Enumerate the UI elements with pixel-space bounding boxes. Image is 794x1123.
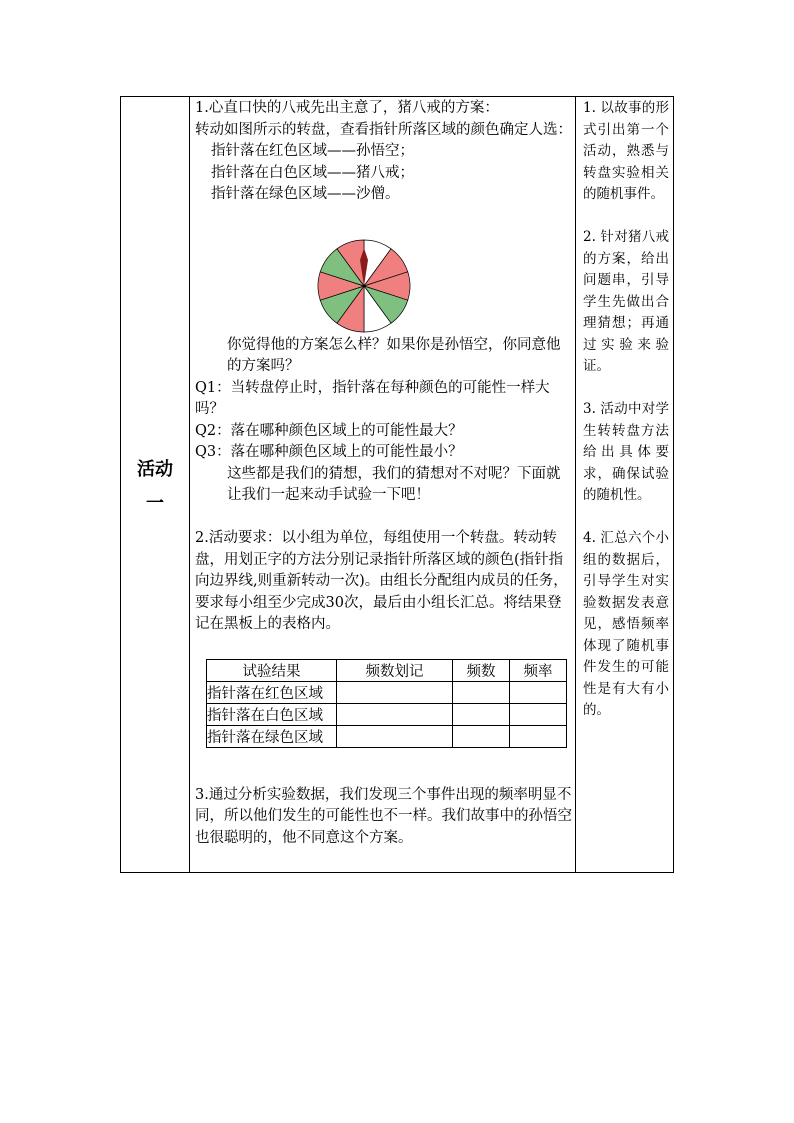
table-row [207, 682, 567, 704]
table-header-row [207, 660, 567, 682]
tally-cell[interactable] [337, 726, 453, 748]
question-3: Q3：落在哪种颜色区域上的可能性最小？ [195, 444, 463, 460]
section-label-line-1: 活动 [137, 459, 173, 480]
rule-red: 指针落在红色区域——孙悟空； [211, 143, 414, 159]
intro-text: 1.心直口快的八戒先出主意了，猪八戒的方案： [195, 100, 499, 116]
note-2: 2. 针对猪八戒的方案，给出问题串，引导学生先做出合理猜想；再通过实验来验证。 [583, 229, 669, 374]
column-divider-left [189, 96, 190, 873]
note-1: 1. 以故事的形式引出第一个活动，熟悉与转盘实验相关的随机事件。 [583, 100, 669, 202]
rule-white: 指针落在白色区域——猪八戒； [211, 164, 414, 181]
question-text: 你觉得他的方案怎么样？如果你是孙悟空，你同意他的方案吗？ [227, 336, 561, 374]
row-label-green: 指针落在绿色区域 [207, 726, 337, 748]
table-row [207, 726, 567, 748]
conclusion-text: 3.通过分析实验数据，我们发现三个事件出现的频率明显不同，所以他们发生的可能性也不一样。我们故事中的孙悟空也很聪明的，他不同意这个方案。 [195, 786, 572, 846]
note-3: 3. 活动中对学生转转盘方法给出具体要求，确保试验的随机性。 [583, 401, 669, 503]
column-divider-right [575, 96, 576, 873]
table-row [207, 704, 567, 726]
frequency-cell[interactable] [453, 704, 510, 726]
header-tally: 频数划记 [337, 660, 453, 682]
rate-cell[interactable] [510, 726, 567, 748]
rule-green: 指针落在绿色区域——沙僧。 [211, 186, 400, 202]
teaching-notes [583, 98, 669, 743]
requirement-text: 2.活动要求：以小组为单位，每组使用一个转盘。转动转盘，用划正字的方法分别记录指针所落区域的颜色(指针指向边界线,则重新转动一次)。由组长分配组内成员的任务，要求每小组至少完成30次，最后由小组长汇总。将结果登记在黑板上的表格内。 [195, 530, 568, 632]
row-label-red: 指针落在红色区域 [207, 682, 337, 704]
frequency-cell[interactable] [453, 682, 510, 704]
question-2: Q2：落在哪种颜色区域上的可能性最大？ [195, 422, 463, 439]
row-label-white: 指针落在白色区域 [207, 704, 337, 726]
header-frequency: 频数 [453, 660, 510, 682]
instruction-text: 转动如图所示的转盘，查看指针所落区域的颜色确定人选： [195, 121, 572, 138]
header-result: 试验结果 [207, 660, 337, 682]
section-label-cell [121, 96, 189, 873]
tally-cell[interactable] [337, 704, 453, 726]
rate-cell[interactable] [510, 704, 567, 726]
guess-text: 这些都是我们的猜想，我们的猜想对不对呢？下面就让我们一起来动手试验一下吧！ [227, 465, 561, 503]
note-4: 4. 汇总六个小组的数据后，引导学生对实验数据发表意见，感悟频率体现了随机事件发生的可能性是有大有小的。 [583, 530, 669, 718]
results-table [206, 659, 567, 748]
question-1: Q1：当转盘停止时，指针落在每种颜色的可能性一样大吗？ [195, 379, 550, 417]
rate-cell[interactable] [510, 682, 567, 704]
header-rate: 频率 [510, 660, 567, 682]
tally-cell[interactable] [337, 682, 453, 704]
frequency-cell[interactable] [453, 726, 510, 748]
section-label-line-2: 一 [146, 493, 164, 514]
spinner-diagram [316, 238, 412, 334]
